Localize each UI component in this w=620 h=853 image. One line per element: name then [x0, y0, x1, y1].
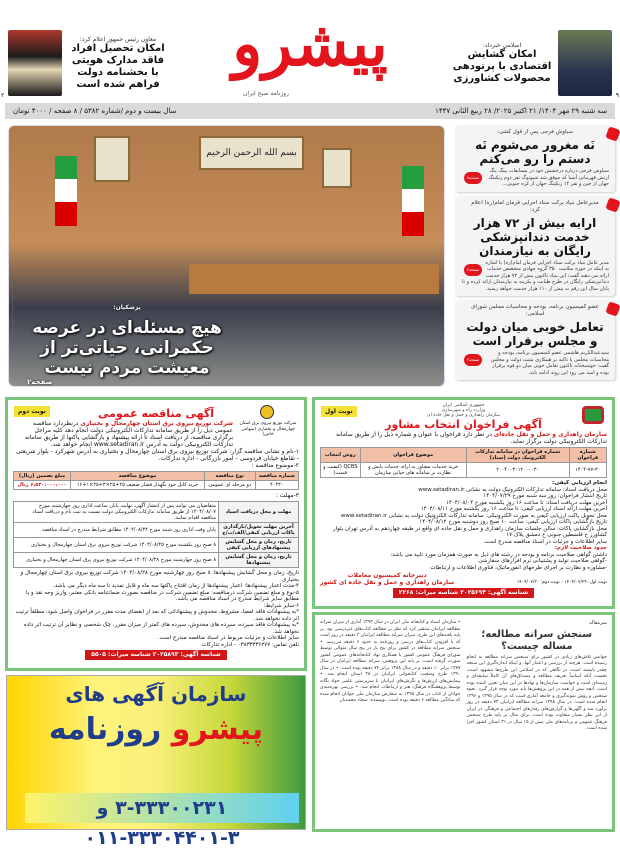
ad-line: -گواهی صلاحیت تولید و پشتیبانی نرم افزارهای سفارشی	[478, 558, 607, 564]
col-header: مبلغ تضمین (ریال)	[14, 472, 71, 481]
banner-brand: پیشرو	[171, 712, 264, 747]
deadline-label: تاریخ، زمان و محل گشایش پیشنهادهای ارزیابی کیفی	[219, 538, 299, 553]
intro-org: سازمان راهداری و حمل و نقل جاده‌ای	[493, 431, 607, 438]
story-body: مدیر عامل بنیاد برکت ستاد اجرایی فرمان امام(ره) با اشاره به اینکه در حوزه سلامت ۳۵۰ گروه جهادی متخصص خدمات ارائه می دهند گفت: این بنیاد تاکنون بیش از ۷۲ هزار خدمت دندانپزشکی رایگان در طرح طبابت و بکرینه به نیازمندان ارائه کرده و تا پایان سال این رقم به بیش از ۱۱۰ هزار خدمت خواهد رسید.	[462, 259, 609, 292]
side-story[interactable]	[455, 300, 615, 380]
ad-line: -مشاوره و نظارت بر اجرای طرحهای انفورماتیک، فناوری اطلاعات و ارتباطات	[430, 564, 607, 571]
main-headline-block	[27, 298, 227, 387]
ad-line: ۵-نوع و مبلغ تضمین شرکت درمناقصه: مبلغ تضمین شرکت در مناقصه بصورت ضمانتنامه بانکی معتبر، واریز وجه نقد و یا مطابق سایر شرایط مندرج در اسناد مناقصه می باشد.	[26, 589, 299, 602]
portrait-frame	[322, 148, 352, 188]
portrait-frame	[94, 136, 130, 182]
ad-signature: سازمان راهداری و حمل و نقل جاده ای کشور	[320, 579, 455, 586]
deadline-value: متقاضیان می توانند پس از انتشار آگهی، نهایت پایان ساعت اداری روز چهارشنبه مورخ ۱۴۰۴/۰۸/۰۷ از طریق سامانه تدارکات الکترونیکی دولت نسبت به ثبت نام و دریافت اسناد مناقصه اقدام نمایند.	[14, 502, 219, 523]
article-body: • سازمان اسناد و کتابخانه ملی ایران در سال ۱۳۹۳ آماری از میزان سرانه مطالعه ایرانیان منتشر کرد که نظر بر مطالعه کتاب‌های غیردرسی بود. بر پایه یافته‌های این طرح، میزان سرانه مطالعه ایرانیان ۲ دقیقه در روز است که با افزودن کتاب‌های درسی و روزنامه به حدود ۶ دقیقه می‌رسد. • سنجش سرانه مطالعه در کشور برای پنج بار در پنج سال متوالی توسط شورای فرهنگ عمومی کشور با همکاری نهاد کتابخانه‌های عمومی کشور صورت گرفته است. بر پایه این پژوهش، سرانه مطالعه ایرانیان در سال ۱۳۸۷ برابر ۱۰ دقیقه و در سال ۱۳۸۸ برابر ۷۴ دقیقه بوده است. • در سال ۱۳۹۰ طرح وضعیت کتابخوانی ایرانیان در ۲۸ استان انجام شد. • پیمایش‌های ارزش‌ها و نگرش‌های ایرانیان با سرپرستی علمی جواد یگانه توسط پژوهشگاه فرهنگ، هنر و ارتباطات انجام شد. • بررسی بهره‌مندی جوانان از کتاب در سال ۱۳۹۵ به سفارش سازمان ملی جوانان انجام شده که میانگین مطالعه ۶ دقیقه بوده است. نویسنده: سجاد محمدیان	[320, 620, 461, 703]
col-header: شماره فراخوان	[569, 448, 606, 463]
ad-section-label: ۳-مهلت :	[275, 492, 299, 499]
deadline-value: ۸ صبح روز یکشنبه مورخ ۱۴۰۴/۰۸/۲۵ شرکت توزیع نیروی برق استان چهارمحال و بختیاری	[14, 538, 219, 553]
ad-dates: نوبت اول: ۱۴۰۴/۰۷/۲۹ - نوبت دوم: ۱۴۰۴/۰۷/۳۰	[516, 580, 607, 585]
ad-id-bar: شناسه آگهی: ۲۰۲۵۸۹۳ شناسه میراث: ۵۵۰۵	[85, 650, 226, 660]
ad-id-bar: شناسه آگهی: ۲۰۲۵۶۹۴ شناسه میراث: ۲۲۶۸	[393, 588, 534, 598]
flag-image	[402, 166, 424, 236]
article-kicker: سرمقاله	[589, 620, 607, 626]
story-kicker: عضو کمیسیون برنامه، بودجه و محاسبات مجلس شورای اسلامی:	[471, 304, 599, 317]
ad-line: داشتن گواهی صلاحیت برنامه و بودجه در رشته های ذیل به صورت همزمان مورد تایید می باشد:	[390, 551, 607, 558]
story-kicker: مدیرعامل بنیاد برکت ستاد اجرایی فرمان امام(ره) اعلام کرد:	[471, 199, 599, 213]
col-header: موضوع مناقصه	[71, 472, 205, 481]
teaser-photo	[8, 30, 62, 96]
issue-line: سال بیست و دوم /شماره ۵۳۸۲ / ۸ صفحه / ۴۰۰۰ تومان	[13, 107, 177, 115]
col-header: روش انتخاب	[321, 448, 361, 463]
date-line: سه شنبه ۲۹ مهر ۱۴۰۴/ ۲۱ اکتبر ۲۰۲۵/ ۲۸ ربیع الثانی ۱۴۴۷	[435, 107, 607, 115]
editorial-article	[312, 612, 615, 832]
logo-text: پیشرو	[232, 7, 388, 80]
main-headline: هیچ مسئله‌ای در عرصه حکمرانی، حیاتی‌تر از معیشت مردم نیست	[32, 318, 222, 378]
story-headline: نَه مغرور می‌شوم نَه دستم را رو می‌کنم	[475, 138, 595, 166]
page-badge[interactable]: صفحه۸	[464, 172, 482, 184]
table-cell: ۴۰۴۳۰	[255, 481, 298, 490]
ad-line: تاریخ بازگشایی پاکات ارزیابی کیفی: ساعت ۱۰ صبح روز دوشنبه مورخ ۱۴۰۴/۰۸/۱۲	[419, 519, 607, 525]
side-story[interactable]	[455, 125, 615, 192]
right-teaser[interactable]	[452, 28, 612, 98]
col-header: شماره مناقصه	[255, 472, 298, 481]
table-cell: ۱۴۰۴-۷۷-۳۰	[569, 463, 606, 478]
col-header: شماره فراخوان در سامانه تدارکات الکترونیک دولت (ستاد)	[466, 448, 569, 463]
page-badge[interactable]: صفحه۲	[464, 264, 482, 276]
ad-line: *به پیشنهادات فاقد سپرده، سپرده های مخدوش، سپرده های کمتر از میزان مقرر، چک شخصی و نظایر آن ترتیب اثر داده نخواهد شد.	[23, 622, 299, 635]
deadline-label: تاریخ، زمان و محل گشایش پیشنهادها	[219, 553, 299, 568]
tender-ad-electricity	[5, 397, 307, 671]
intro-text: در نظر دارد فراخوان با عنوان و شماره ذیل را از طریق سامانه تدارکات الکترونیکی دولت برگزار نماید.	[335, 431, 607, 445]
ad-line: محل بازگشایی پاکات: سالن جلسات سازمان راهداری و حمل و نقل جاده ای واقع در طبقه چهاردهم به آدرس تهران بلوار کشاورز خ فلسطین جنوبی خ دمشق پلاک ۱۷	[332, 525, 607, 538]
page-ref: ۲	[1, 92, 5, 99]
org-line: وزارت راه و شهرسازی	[441, 408, 486, 413]
table-cell: دو مرحله ای عمومی	[204, 481, 255, 490]
deadline-value: ۸ صبح روز چهارشنبه مورخ ۱۴۰۴/۰۸/۲۸ شرکت توزیع نیروی برق استان چهارمحال و بختیاری	[14, 553, 219, 568]
page-badge[interactable]: صفحه۲	[464, 354, 482, 366]
col-header: موضوع فراخوان	[360, 448, 466, 463]
deadline-label: آخرین مهلت تحویل/بارگذاری پاکات ارزیابی کیفی/الف/ب/ج	[219, 523, 299, 538]
ad-line: تاریخ انتشار فراخوان: روز سه شنبه مورخ ۱۴۰۴/۰۷/۲۹	[483, 493, 607, 499]
tender-ad-consultant	[312, 397, 615, 609]
table-cell: QCBS (کیفیت و قیمت)	[321, 463, 361, 478]
ad-line: محل تحویل پاکت ارزیابی کیفی به صورت الکترونیکی: سامانه تدارکات الکترونیک دولت به نشانی www.setadiran.ir	[340, 512, 607, 519]
date-bar	[5, 103, 615, 119]
ad-section-label: ۲-موضوع مناقصه :	[251, 462, 299, 469]
main-page-ref[interactable]: صفحه۲	[27, 378, 53, 386]
table-cell: ۲۰۰۴۰۰۳۰۱۲۰۰۰۰۳۰	[466, 463, 569, 478]
calligraphy-frame: بسم الله الرحمن الرحیم	[199, 136, 304, 170]
left-teaser[interactable]	[8, 28, 168, 98]
story-body: سیاوش فرجی درباره درخشش خود در مسابقات پینگ پنگ ارتش قهرمانی آسیا که موفق شد شیوتوگ نفر دوم رنکینگ جهان از چین و نفر ۱۲ رنکینگ جهان از کره جنوبی...	[488, 168, 609, 187]
page-ref: ۹	[615, 92, 619, 99]
advertising-banner[interactable]	[6, 675, 306, 849]
ad-title: آگهی مناقصه عمومی	[97, 407, 215, 420]
main-kicker: پزشکیان:	[113, 304, 141, 311]
ad-title: آگهی فراخوان انتخاب مشاور	[385, 418, 542, 431]
deadline-label: مهلت و محل دریافت اسناد	[219, 502, 299, 523]
teaser-photo	[558, 30, 612, 96]
ad-intro	[320, 431, 607, 445]
article-column-left	[320, 620, 461, 824]
org-line: جمهوری اسلامی ایران	[442, 403, 485, 408]
ad-line: سایر اطلاعات و جزئیات مربوط در اسناد مناقصه مندرج است.	[157, 635, 299, 641]
teaser-headline: امکان گشایش اقتصادی با پرتودهی محصولات کشاورزی	[452, 48, 552, 84]
ad-line: آخرین مهلت دریافت اسناد: تا ساعت ۱۶ روز یکشنبه مورخ ۱۴۰۴/۰۸/۰۴	[445, 499, 607, 506]
intro-org: شرکت توزیع نیروی برق استان چهارمحال و بختیاری	[80, 420, 233, 427]
photo-credit: عکس: پایگاه اطلاع رسانی ریاست جمهوری	[11, 276, 16, 348]
company-logo-icon	[260, 405, 274, 419]
banner-line1: سازمان آگهی های	[65, 682, 247, 706]
teaser-headline: امکان تحصیل افراد فاقد مدارک هویتی با بخشنامه دولت فراهم شده است	[71, 42, 165, 90]
ad-line: انجام ارزیابی کیفی:	[552, 480, 607, 486]
ad-line: تلفن تماس: ۰۳۸۳۳۳۳۶۲۷۷ - اداره تدارکات	[201, 641, 299, 648]
ad-line: محل دریافت اسناد: سامانه تدارکات الکترونیک دولت به نشانی www.setadiran.ir	[418, 486, 607, 493]
article-body: خوانش تلاش‌های زیادی در کشور برای سنجش سرانه مطالعه به انجام رسیده است. هرچند از بررسی و اعتبار آنها، و اینکه اندازه‌گیری این سنجه چقدر بایسته است، در نگاهی که در اسلامی این طرح‌ها مشهود است، نخست آنکه اساساً تعریف مطالعه و مصداق‌های آن کاملاً سلیقه‌ای و زمینه‌ای است و خواست سازمان‌ها و نهادها در این میان تعیین کننده بوده است. آنچه بیش از همه در این پژوهش‌ها باید مورد توجه قرار گیرد، نحوه سنجش و روش نمونه‌گیری و جامعه آماری است که در سال ۱۳۹۵ و ۱۳۹۶ انجام شده است. در سال ۱۳۹۸ سرانه مطالعه ایرانیان ۷۲ دقیقه در روز برآورد شد و آگهی‌ها و گزارش‌های رفتارهای اجتماعی و فرهنگی در ایران از این نظر بسیار متفاوت بوده است. برای مثال بر پایه طرح سنجش فرهنگ عمومی و برنامه‌های ملی بیش از ۱۵ سال در ۳۱ استان کشور اجرا شده است.	[466, 654, 607, 731]
ad-line: ۴-مدت اعتبار پیشنهادها: اعتبار پیشنهادها از زمان افتتاح پاکتها سه ماه و قابل تمدید تا سه ماه دیگر می باشد.	[53, 583, 299, 589]
ad-line: *به پیشنهادات فاقد امضا، مشروط، مخدوش و پیشنهاداتی که بعد از انقضای مدت مقرر در فراخوان واصل شود، مطلقاً ترتیب اثر داده نخواهد شد.	[15, 609, 299, 622]
meeting-table-image	[189, 264, 439, 294]
deadline-value: پایان وقت اداری روز شنبه مورخ ۱۴۰۴/۰۸/۲۴ مطابق شرایط مندرج در اسناد مناقصه	[14, 523, 219, 538]
teaser-kicker: معاون رئیس جمهور اعلام کرد:	[79, 35, 157, 43]
intro-text: درنظردارد مناقصه عمومی ذیل را از طریق سامانه تدارکات الکترونیکی دولت انجام دهد کلیه مراحل برگزاری مناقصه، از دریافت اسناد تا ارائه پیشنهاد و بازگشایی پاکتها از طریق سامانه تدارکات الکترونیکی دولت به آدرس www.setadiran.ir انجام خواهد شد.	[24, 420, 233, 448]
article-title: سنجش سرانه مطالعه؛ مساله چیست؟	[481, 628, 593, 652]
company-name: شرکت توزیع نیروی برق استان چهارمحال و بختیاری (سهامی خاص)	[239, 421, 297, 437]
banner-word: روزنامه	[48, 712, 162, 747]
article-column-right	[467, 620, 608, 824]
newspaper-logo	[215, 6, 405, 100]
notice-badge: نوبت اول	[321, 406, 357, 417]
ad-line: سایر اطلاعات و جزئیات در اسناد مناقصه مندرج است.	[483, 538, 607, 545]
banner-line2	[7, 712, 305, 747]
side-stories-column	[455, 125, 615, 380]
banner-phone[interactable]: ۳-۳۳۳۰۰۲۳۱ و ۳-۳۳۳۰۴۴۰۱-۰۱۱	[25, 793, 299, 823]
logo-subtitle: روزنامه صبح ایران	[243, 90, 289, 97]
tender-table	[320, 447, 607, 478]
ad-signature: دبیرخانه کمیسیون معاملات	[347, 572, 427, 579]
flag-image	[55, 156, 77, 226]
story-headline: تعامل خوبی میان دولت و مجلس برقرار است	[466, 320, 604, 348]
ad-line: آخرین مهلت ارائه اسناد ارزیابی کیفی: تا ساعت ۱۶ روز یکشنبه مورخ ۱۴۰۴/۰۸/۱۱	[420, 506, 607, 512]
table-cell: ۶،۵۳۰،۰۰۰،۰۰۰ ریال	[14, 481, 71, 490]
qualification-title: حدود صلاحیت لازم:	[554, 545, 607, 551]
ministry-logo-icon	[582, 406, 604, 424]
col-header: نوع مناقصه	[204, 472, 255, 481]
org-line: سازمان راهداری و حمل و نقل جاده ای	[427, 413, 500, 418]
story-kicker: سیاوش فرجی پس از قول کشی:	[497, 129, 573, 135]
side-story[interactable]	[455, 196, 615, 297]
ad-line: تاریخ، زمان و محل گشایش پیشنهادها: ۸ صبح روز چهارشنبه مورخ ۱۴۰۴/۰۸/۲۸ شرکت توزیع نیروی برق استان چهارمحال و بختیاری	[20, 570, 299, 583]
deadline-table	[13, 501, 299, 568]
ad-line: ۶-سایر شرایط:	[263, 602, 299, 609]
table-cell: خرید خدمات مشاور به ارائه خدمات پایش و نظارت بر سامانه های حیاتی سازمان	[360, 463, 466, 478]
ad-address: ۱-نام و نشانی مناقصه گزار: شرکت توزیع نیروی برق استان چهارمحال و بختیاری به آدرس شهرکرد - بلوار شریعتی - تقاطع خیابان فردوسی - امور بازرگانی - اداره تدارکات.	[15, 448, 299, 462]
table-cell: خرید کابل خود نگهدار فشار ضعیف ۲۵+۲۵×۳+۲۵×۱+۱۶	[71, 481, 205, 490]
tender-table	[13, 471, 299, 490]
teaser-kicker: اسلامی خبرداد:	[482, 41, 522, 49]
story-body: سیدعبدالکریم هاشمی عضو کمیسیون برنامه، بودجه و محاسبات مجلس با تاکید بر همکاری مثبت دولت و مجلس گفت: خوشبختانه تاکنون تعامل خوبی میان دو قوه برقرار بوده و امید می رود این روند ادامه یابد.	[490, 350, 609, 376]
story-headline: ارایه بیش از ۷۲ هزار خدمت دندانپزشکی رایگان به نیازمندان	[473, 215, 597, 258]
main-story[interactable]	[8, 125, 445, 387]
notice-badge: نوبت دوم	[14, 406, 50, 417]
